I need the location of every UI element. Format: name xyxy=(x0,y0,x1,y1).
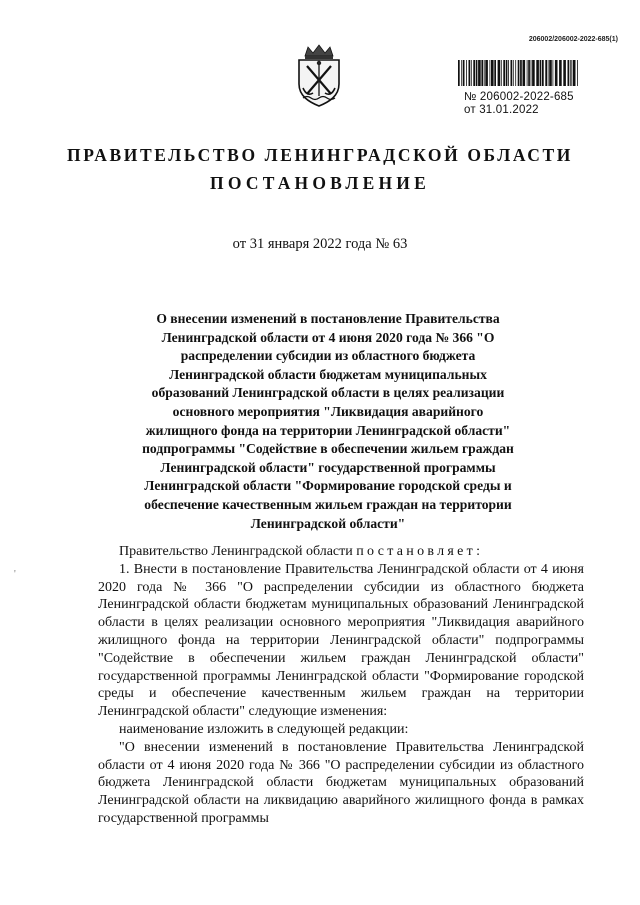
barcode-bar xyxy=(463,60,465,86)
barcode-bar xyxy=(520,60,522,86)
barcode-bar xyxy=(555,60,558,86)
barcode-bar xyxy=(540,60,542,86)
barcode-bar xyxy=(515,60,516,86)
barcode-bar xyxy=(548,60,549,86)
barcode-bar xyxy=(559,60,562,86)
barcode-bar xyxy=(466,60,467,86)
registration-date: от 31.01.2022 xyxy=(464,104,539,116)
barcode-bar xyxy=(549,60,552,86)
barcode-bar xyxy=(571,60,572,86)
barcode-bar xyxy=(494,60,496,86)
barcode-bar xyxy=(523,60,526,86)
barcode-bar xyxy=(461,60,462,86)
barcode-bar xyxy=(469,60,471,86)
barcode-bar xyxy=(511,60,513,86)
barcode-bar xyxy=(568,60,570,86)
barcode-bar xyxy=(528,60,530,86)
barcode-bar xyxy=(513,60,514,86)
paragraph-2: наименование изложить в следующей редакции: xyxy=(119,721,409,737)
coat-of-arms-icon xyxy=(294,44,344,108)
barcode-bar xyxy=(532,60,535,86)
barcode-bar xyxy=(501,60,502,86)
barcode-bar xyxy=(506,60,508,86)
barcode-bar xyxy=(458,60,460,86)
margin-mark: ' xyxy=(14,569,16,580)
barcode-bar xyxy=(471,60,472,86)
barcode-bar xyxy=(476,60,478,86)
paragraph-1: 1. Внести в постановление Правительства Ленинградской области от 4 июня 2020 года № 366 "О распределении субсидии из областного бюджета Ленинградской области бюджетам муниципальных образований Ленинградской области в целях реализации основного мероприятия "Ликвидация аварийного жилищного фонда на территории Ленинградской области" подпрограммы "Содействие в обеспечении жильем граждан Ленинградской области" государственной программы Ленинградской области "Формирование городской среды и обеспечение качественным жильем граждан на территории Ленинградской области" следующие изменения: xyxy=(98,561,584,720)
barcode-bar xyxy=(536,60,539,86)
barcode-bar xyxy=(491,60,494,86)
barcode-bar xyxy=(542,60,544,86)
intro-paragraph xyxy=(98,543,584,561)
document-code: 206002/206002-2022-685(1) xyxy=(528,36,618,43)
barcode-bar xyxy=(473,60,475,86)
barcode-bar xyxy=(570,60,571,86)
intro-verb: постановляет: xyxy=(356,544,484,559)
resolution-date-line: от 31 января 2022 года № 63 xyxy=(232,236,408,252)
paragraph-3: "О внесении изменений в постановление Правительства Ленинградской области от 4 июня 2020 года № 366 "О распределении субсидии из областного бюджета Ленинградской области бюджетам муниципальных образований Ленинградской области на ликвидацию аварийного жилищного фонда в рамках государственной программы xyxy=(98,739,584,826)
barcode-bar xyxy=(490,60,491,86)
resolution-body xyxy=(98,543,584,828)
barcode-bar xyxy=(518,60,520,86)
barcode-bar xyxy=(503,60,505,86)
barcode-bar xyxy=(478,60,481,86)
barcode-bar xyxy=(545,60,547,86)
barcode-bar xyxy=(484,60,485,86)
barcode-bar xyxy=(508,60,509,86)
resolution-subject: О внесении изменений в постановление Правительства Ленинградской области от 4 июня 2020 года № 366 "О распределении субсидии из областного бюджета Ленинградской области бюджетам муниципальных образований Ленинградской области в целях реализации основного мероприятия "Ликвидация аварийного жилищного фонда на территории Ленинградской области" подпрограммы "Содействие в обеспечении жильем граждан Ленинградской области" государственной программы Ленинградской области "Формирование городской среды и обеспечение качественным жильем граждан на территории Ленинградской области" xyxy=(142,311,514,531)
barcode-bar xyxy=(481,60,483,86)
barcode-bar xyxy=(553,60,554,86)
barcode-bar xyxy=(527,60,528,86)
barcode-bar xyxy=(563,60,566,86)
barcode-bar xyxy=(531,60,532,86)
registration-number: № 206002-2022-685 xyxy=(464,91,574,103)
barcode-bar xyxy=(498,60,501,86)
barcode-bar xyxy=(485,60,488,86)
barcode-bar xyxy=(573,60,576,86)
barcode-icon xyxy=(458,60,580,86)
barcode-bar xyxy=(577,60,578,86)
document-type-title: ПОСТАНОВЛЕНИЕ xyxy=(210,173,430,193)
intro-text: Правительство Ленинградской области xyxy=(119,544,353,559)
government-title: ПРАВИТЕЛЬСТВО ЛЕНИНГРАДСКОЙ ОБЛАСТИ xyxy=(66,145,574,165)
